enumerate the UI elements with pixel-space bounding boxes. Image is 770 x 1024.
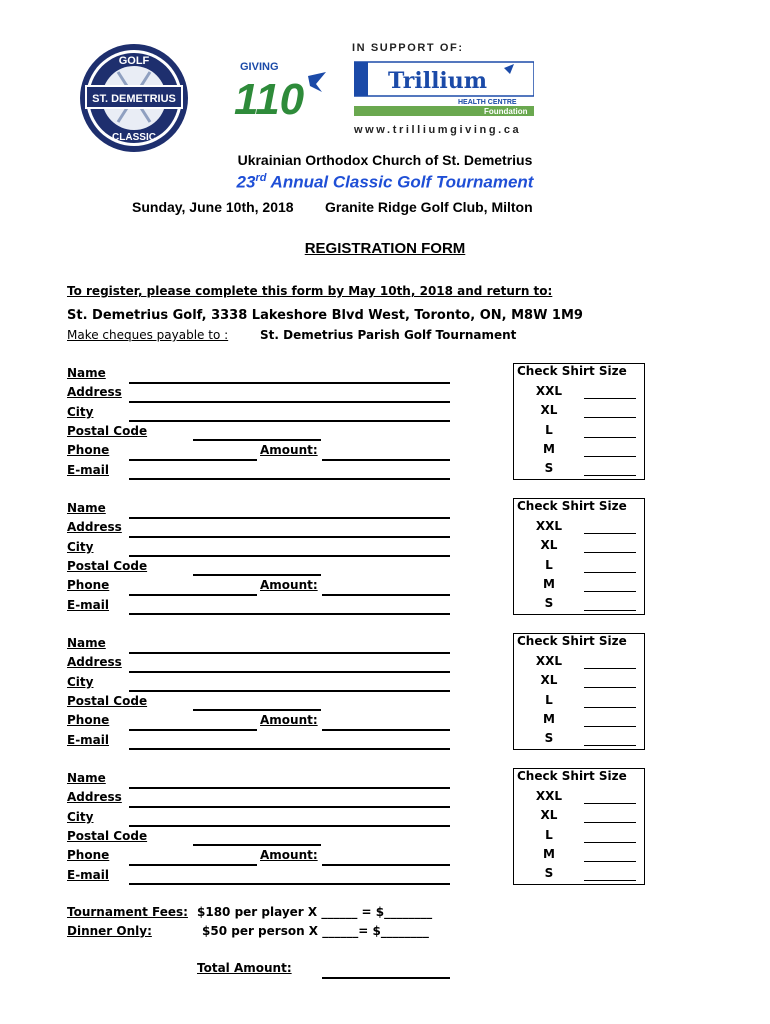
dinner-only-value: $50 per person X ______= $________	[202, 924, 429, 938]
shirt-size-label: XXL	[535, 519, 563, 533]
shirt-size-label: M	[543, 576, 555, 591]
amount-field[interactable]	[322, 459, 450, 461]
shirt-size-box	[513, 768, 645, 885]
total-amount-line[interactable]	[322, 977, 450, 979]
label-address: Address	[67, 520, 122, 535]
trillium-brand: Trillium	[388, 68, 488, 94]
dinner-only-label: Dinner Only:	[67, 924, 152, 938]
name-field[interactable]	[129, 517, 450, 519]
tournament-fees-value: $180 per player X ______ = $________	[197, 905, 433, 919]
tournament-fees-label: Tournament Fees:	[67, 905, 188, 919]
shirt-size-checkline[interactable]	[584, 456, 636, 457]
giving-word: GIVING	[240, 61, 279, 73]
shirt-size-label: S	[544, 731, 554, 746]
shirt-size-checkline[interactable]	[584, 475, 636, 476]
shirt-size-checkline[interactable]	[584, 822, 636, 823]
amount-field[interactable]	[322, 864, 450, 866]
trillium-sub1: HEALTH CENTRE	[458, 99, 517, 106]
amount-label: Amount:	[260, 713, 318, 727]
label-postal: Postal Code	[67, 423, 148, 438]
postal-field[interactable]	[193, 709, 321, 711]
shirt-size-checkline[interactable]	[584, 610, 636, 611]
shirt-size-checkline[interactable]	[584, 533, 636, 534]
amount-label: Amount:	[260, 443, 318, 457]
label-name: Name	[67, 501, 106, 515]
shirt-size-checkline[interactable]	[584, 572, 636, 573]
label-address: Address	[67, 385, 122, 400]
shirt-size-label: S	[544, 461, 554, 476]
shirt-size-checkline[interactable]	[584, 437, 636, 438]
shirt-size-label: M	[543, 846, 555, 861]
city-field[interactable]	[129, 690, 450, 692]
shirt-size-checkline[interactable]	[584, 417, 636, 418]
shirt-size-label: XL	[540, 673, 558, 688]
label-email: E-mail	[67, 732, 110, 747]
event-venue: Granite Ridge Golf Club, Milton	[325, 199, 533, 215]
amount-label: Amount:	[260, 578, 318, 592]
address-field[interactable]	[129, 806, 450, 808]
shirt-size-checkline[interactable]	[584, 726, 636, 727]
shirt-size-checkline[interactable]	[584, 803, 636, 804]
amount-field[interactable]	[322, 729, 450, 731]
total-amount-label: Total Amount:	[197, 961, 292, 975]
address-field[interactable]	[129, 401, 450, 403]
label-phone: Phone	[67, 848, 110, 863]
address-field[interactable]	[129, 671, 450, 673]
shirt-size-label: XXL	[535, 384, 563, 398]
name-field[interactable]	[129, 382, 450, 384]
shirt-size-checkline[interactable]	[584, 880, 636, 881]
shirt-size-checkline[interactable]	[584, 398, 636, 399]
label-email: E-mail	[67, 462, 110, 477]
shirt-size-box	[513, 633, 645, 750]
label-email: E-mail	[67, 867, 110, 882]
label-name: Name	[67, 636, 106, 650]
shirt-size-label: XL	[540, 403, 558, 418]
phone-field[interactable]	[129, 594, 257, 596]
logo-center-text: ST. DEMETRIUS	[92, 93, 176, 105]
label-postal: Postal Code	[67, 558, 148, 573]
label-name: Name	[67, 366, 106, 380]
shirt-size-label: XXL	[535, 789, 563, 803]
payable-label: Make cheques payable to :	[67, 328, 229, 342]
label-phone: Phone	[67, 713, 110, 728]
shirt-size-checkline[interactable]	[584, 552, 636, 553]
phone-field[interactable]	[129, 459, 257, 461]
shirt-size-label: M	[543, 441, 555, 456]
amount-field[interactable]	[322, 594, 450, 596]
giving-number: 110	[234, 75, 305, 120]
email-field[interactable]	[129, 883, 450, 885]
trillium-sub2: Foundation	[484, 107, 528, 116]
shirt-size-title: Check Shirt Size	[517, 499, 627, 513]
church-title: Ukrainian Orthodox Church of St. Demetrius	[237, 152, 533, 168]
name-field[interactable]	[129, 787, 450, 789]
label-city: City	[67, 539, 94, 554]
city-field[interactable]	[129, 555, 450, 557]
label-email: E-mail	[67, 597, 110, 612]
shirt-size-label: XL	[540, 538, 558, 553]
shirt-size-checkline[interactable]	[584, 707, 636, 708]
label-city: City	[67, 674, 94, 689]
address-field[interactable]	[129, 536, 450, 538]
event-title: 23rd Annual Classic Golf Tournament	[236, 172, 534, 192]
shirt-size-checkline[interactable]	[584, 668, 636, 669]
payee-name: St. Demetrius Parish Golf Tournament	[260, 328, 517, 342]
shirt-size-box	[513, 363, 645, 480]
shirt-size-title: Check Shirt Size	[517, 634, 627, 648]
city-field[interactable]	[129, 420, 450, 422]
city-field[interactable]	[129, 825, 450, 827]
shirt-size-title: Check Shirt Size	[517, 769, 627, 783]
shirt-size-checkline[interactable]	[584, 745, 636, 746]
shirt-size-checkline[interactable]	[584, 861, 636, 862]
shirt-size-box	[513, 498, 645, 615]
shirt-size-label: L	[545, 692, 553, 707]
label-phone: Phone	[67, 578, 110, 593]
email-field[interactable]	[129, 613, 450, 615]
register-instructions: To register, please complete this form by May 10th, 2018 and return to:	[67, 284, 553, 298]
phone-field[interactable]	[129, 729, 257, 731]
postal-field[interactable]	[193, 574, 321, 576]
logo-bottom-text: CLASSIC	[112, 132, 156, 143]
shirt-size-title: Check Shirt Size	[517, 364, 627, 378]
label-postal: Postal Code	[67, 693, 148, 708]
label-postal: Postal Code	[67, 828, 148, 843]
logo-top-text: GOLF	[118, 55, 150, 67]
amount-label: Amount:	[260, 848, 318, 862]
support-text: IN SUPPORT OF:	[352, 42, 464, 54]
shirt-size-label: S	[544, 866, 554, 881]
label-phone: Phone	[67, 443, 110, 458]
shirt-size-label: M	[543, 711, 555, 726]
label-address: Address	[67, 790, 122, 805]
postal-field[interactable]	[193, 439, 321, 441]
name-field[interactable]	[129, 652, 450, 654]
shirt-size-checkline[interactable]	[584, 687, 636, 688]
shirt-size-label: L	[545, 557, 553, 572]
shirt-size-label: S	[544, 596, 554, 611]
shirt-size-label: L	[545, 422, 553, 437]
label-city: City	[67, 404, 94, 419]
trillium-logo	[354, 60, 534, 116]
label-name: Name	[67, 771, 106, 785]
shirt-size-label: L	[545, 827, 553, 842]
return-address: St. Demetrius Golf, 3338 Lakeshore Blvd West, Toronto, ON, M8W 1M9	[67, 308, 583, 323]
label-city: City	[67, 809, 94, 824]
event-date: Sunday, June 10th, 2018	[132, 199, 294, 215]
shirt-size-label: XL	[540, 808, 558, 823]
shirt-size-label: XXL	[535, 654, 563, 668]
st-demetrius-golf-logo	[78, 42, 190, 154]
giving-110-logo	[230, 58, 330, 120]
postal-field[interactable]	[193, 844, 321, 846]
email-field[interactable]	[129, 478, 450, 480]
phone-field[interactable]	[129, 864, 257, 866]
shirt-size-checkline[interactable]	[584, 842, 636, 843]
form-title: REGISTRATION FORM	[304, 240, 466, 257]
website-text: www.trilliumgiving.ca	[354, 124, 522, 136]
label-address: Address	[67, 655, 122, 670]
shirt-size-checkline[interactable]	[584, 591, 636, 592]
email-field[interactable]	[129, 748, 450, 750]
